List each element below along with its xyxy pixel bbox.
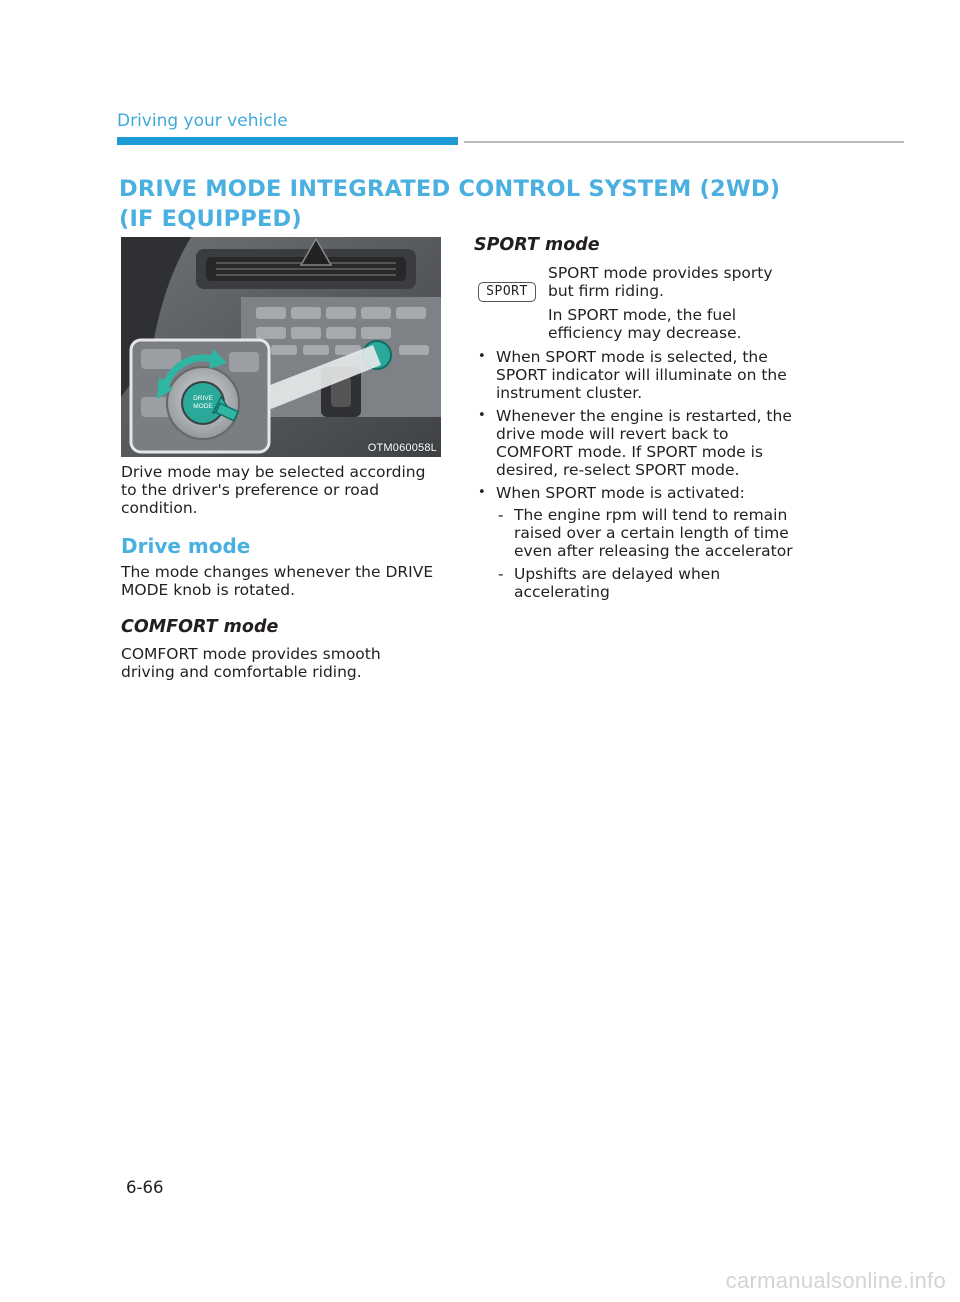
sport-paragraph-2: In SPORT mode, the fuel efficiency may decrease. <box>548 306 742 342</box>
list-item: • Whenever the engine is restarted, the drive mode will revert back to COMFORT mode. If SPORT mode is desired, re-select SPORT mode. <box>474 407 796 479</box>
header-rule-accent <box>117 137 458 145</box>
comfort-mode-paragraph: COMFORT mode provides smooth driving and comfortable riding. <box>121 645 381 681</box>
dashboard-illustration <box>121 237 441 457</box>
sport-sub-list <box>496 506 796 601</box>
sport-mode-heading: SPORT mode <box>474 235 600 255</box>
header-rule-thin <box>464 141 904 143</box>
page-title-line-1: DRIVE MODE INTEGRATED CONTROL SYSTEM (2WD) <box>119 176 781 202</box>
knob-label: DRIVE <box>193 395 213 402</box>
watermark: carmanualsonline.info <box>725 1268 946 1293</box>
page-number: 6-66 <box>126 1178 164 1197</box>
drive-mode-paragraph: The mode changes whenever the DRIVE MODE knob is rotated. <box>121 563 434 599</box>
sport-bullet-list <box>474 348 796 606</box>
drive-mode-knob-photo <box>121 237 441 457</box>
figure-code: OTM060058L <box>367 442 437 454</box>
sub-list-item: - The engine rpm will tend to remain raised over a certain length of time even after releasing the accelerator <box>496 506 796 560</box>
knob-label-2: MODE <box>193 403 213 410</box>
list-item: • When SPORT mode is selected, the SPORT indicator will illuminate on the instrument cluster. <box>474 348 796 402</box>
list-item <box>474 484 796 601</box>
page-title <box>119 174 819 234</box>
list-item-text: When SPORT mode is activated: <box>496 484 745 502</box>
sub-list-item: - Upshifts are delayed when accelerating <box>496 565 796 601</box>
page-title-line-2: (IF EQUIPPED) <box>119 206 302 232</box>
intro-paragraph: Drive mode may be selected according to the driver's preference or road condition. <box>121 463 426 517</box>
comfort-mode-heading: COMFORT mode <box>121 617 279 637</box>
drive-mode-heading: Drive mode <box>121 534 251 558</box>
section-header: Driving your vehicle <box>117 111 288 131</box>
sport-indicator-icon: SPORT <box>478 282 536 302</box>
sport-paragraph-1: SPORT mode provides sporty but firm riding. <box>548 264 773 300</box>
